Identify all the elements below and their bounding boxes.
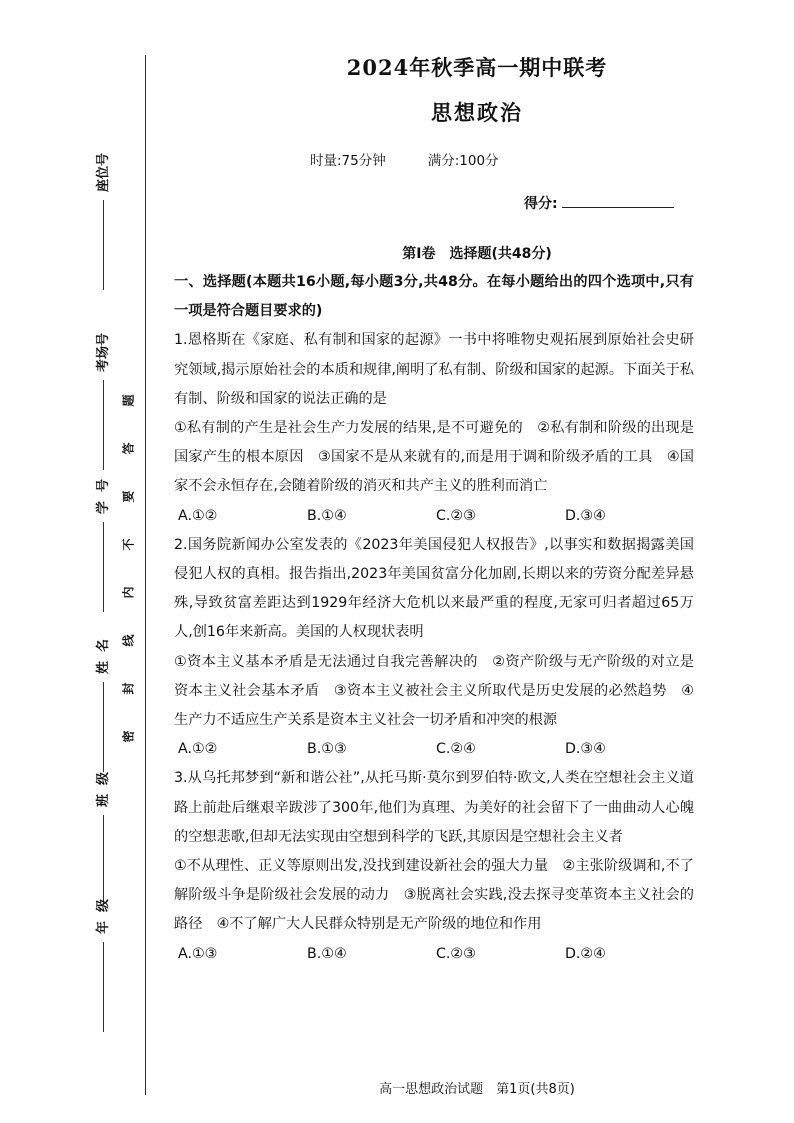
exam-room-field[interactable]: 考场号 xyxy=(92,333,111,470)
exam-room-blank[interactable] xyxy=(103,380,104,470)
student-number-blank[interactable] xyxy=(103,522,104,612)
option-c[interactable]: C.②③ xyxy=(436,945,476,962)
time-limit: 时量:75分钟 xyxy=(310,153,386,169)
seal-char: 密 xyxy=(121,730,136,743)
grade-blank[interactable] xyxy=(103,942,104,1032)
seal-char: 线 xyxy=(121,634,136,647)
seat-number-blank[interactable] xyxy=(103,200,104,290)
binding-strip xyxy=(0,0,150,1123)
question-statements: ①私有制的产生是社会生产力发展的结果,是不可避免的 ②私有制和阶级的出现是国家产生的根本原因 ③国家不是从来就有的,而是用于调和阶级矛盾的工具 ④国家不会永恒存在,会随着阶级的消灭和共产主义的胜利而消亡 xyxy=(174,420,694,495)
section-title: 第Ⅰ卷 选择题(共48分) xyxy=(402,246,552,262)
question-stem: 1.恩格斯在《家庭、私有制和国家的起源》一书中将唯物史观拓展到原始社会史研究领域,揭示原始社会的本质和规律,阐明了私有制、阶级和国家的起源。下面关于私有制、阶级和国家的说法正确的是 xyxy=(174,332,694,407)
option-row xyxy=(174,940,694,969)
seal-char: 内 xyxy=(121,586,136,599)
score-label: 得分: xyxy=(524,196,558,212)
option-row xyxy=(174,735,694,764)
score-blank[interactable] xyxy=(562,193,674,208)
subject-title: 思想政治 xyxy=(431,100,523,125)
seal-char: 答 xyxy=(121,442,136,455)
question-stem: 2.国务院新闻办公室发表的《2023年美国侵犯人权报告》,以事实和数据揭露美国侵犯人权的真相。报告指出,2023年美国贫富分化加剧,长期以来的劳资分配差异悬殊,导致贫富差距达到1929年经济大危机以来最严重的程度,无家可归者超过65万人,创16年来新高。美国的人权现状表明 xyxy=(174,536,694,641)
option-a[interactable]: A.①② xyxy=(178,741,218,758)
question-area xyxy=(174,268,694,969)
seal-char: 题 xyxy=(121,394,136,407)
question-2 xyxy=(174,531,694,765)
class-blank[interactable] xyxy=(103,815,104,905)
exam-meta xyxy=(310,149,541,169)
page-footer: 高一思想政治试题 第1页(共8页) xyxy=(379,1082,575,1097)
seat-number-field[interactable]: 座位号 xyxy=(92,153,111,290)
score-box xyxy=(524,193,674,213)
option-d[interactable]: D.③④ xyxy=(565,741,606,758)
section-instruction: 一、选择题(本题共16小题,每小题3分,共48分。在每小题给出的四个选项中,只有一项是符合题目要求的) xyxy=(174,274,694,320)
full-score: 满分:100分 xyxy=(427,153,499,169)
name-field[interactable]: 姓 名 xyxy=(92,639,111,772)
question-statements: ①资本主义基本矛盾是无法通过自我完善解决的 ②资产阶级与无产阶级的对立是资本主义社会基本矛盾 ③资本主义被社会主义所取代是历史发展的必然趋势 ④生产力不适应生产关系是资本主义社会一切矛盾和冲突的根源 xyxy=(174,653,694,729)
exam-title: 2024年秋季高一期中联考 xyxy=(346,55,608,80)
seal-char: 不 xyxy=(121,538,136,551)
option-a[interactable]: A.①③ xyxy=(178,945,218,962)
option-a[interactable]: A.①② xyxy=(178,507,218,524)
question-statements: ①不从理性、正义等原则出发,没找到建设新社会的强大力量 ②主张阶级调和,不了解阶级斗争是阶级社会发展的动力 ③脱离社会实践,没去探寻变革资本主义社会的路径 ④不了解广大人民群众特别是无产阶级的地位和作用 xyxy=(174,858,694,933)
class-field[interactable]: 班 级 xyxy=(92,772,111,905)
option-d[interactable]: D.②④ xyxy=(565,945,606,962)
option-b[interactable]: B.①③ xyxy=(307,741,347,758)
seal-char: 要 xyxy=(121,490,136,503)
binding-line xyxy=(145,55,146,1095)
student-number-field[interactable]: 学 号 xyxy=(92,479,111,612)
option-b[interactable]: B.①④ xyxy=(307,945,347,962)
option-b[interactable]: B.①④ xyxy=(307,507,347,524)
seal-char: 封 xyxy=(121,682,136,695)
question-3 xyxy=(174,764,694,968)
question-stem: 3.从乌托邦梦到“新和谐公社”,从托马斯·莫尔到罗伯特·欧文,人类在空想社会主义道路上前赴后继艰辛跋涉了300年,他们为真理、为美好的社会留下了一曲曲动人心魄的空想悲歌,但却无法实现由空想到科学的飞跃,其原因是空想社会主义者 xyxy=(174,770,694,845)
question-1 xyxy=(174,326,694,530)
option-d[interactable]: D.③④ xyxy=(565,507,606,524)
option-c[interactable]: C.②③ xyxy=(436,507,476,524)
option-c[interactable]: C.②④ xyxy=(436,741,476,758)
option-row xyxy=(174,502,694,531)
grade-field[interactable]: 年 级 xyxy=(92,899,111,1032)
name-blank[interactable] xyxy=(103,682,104,772)
